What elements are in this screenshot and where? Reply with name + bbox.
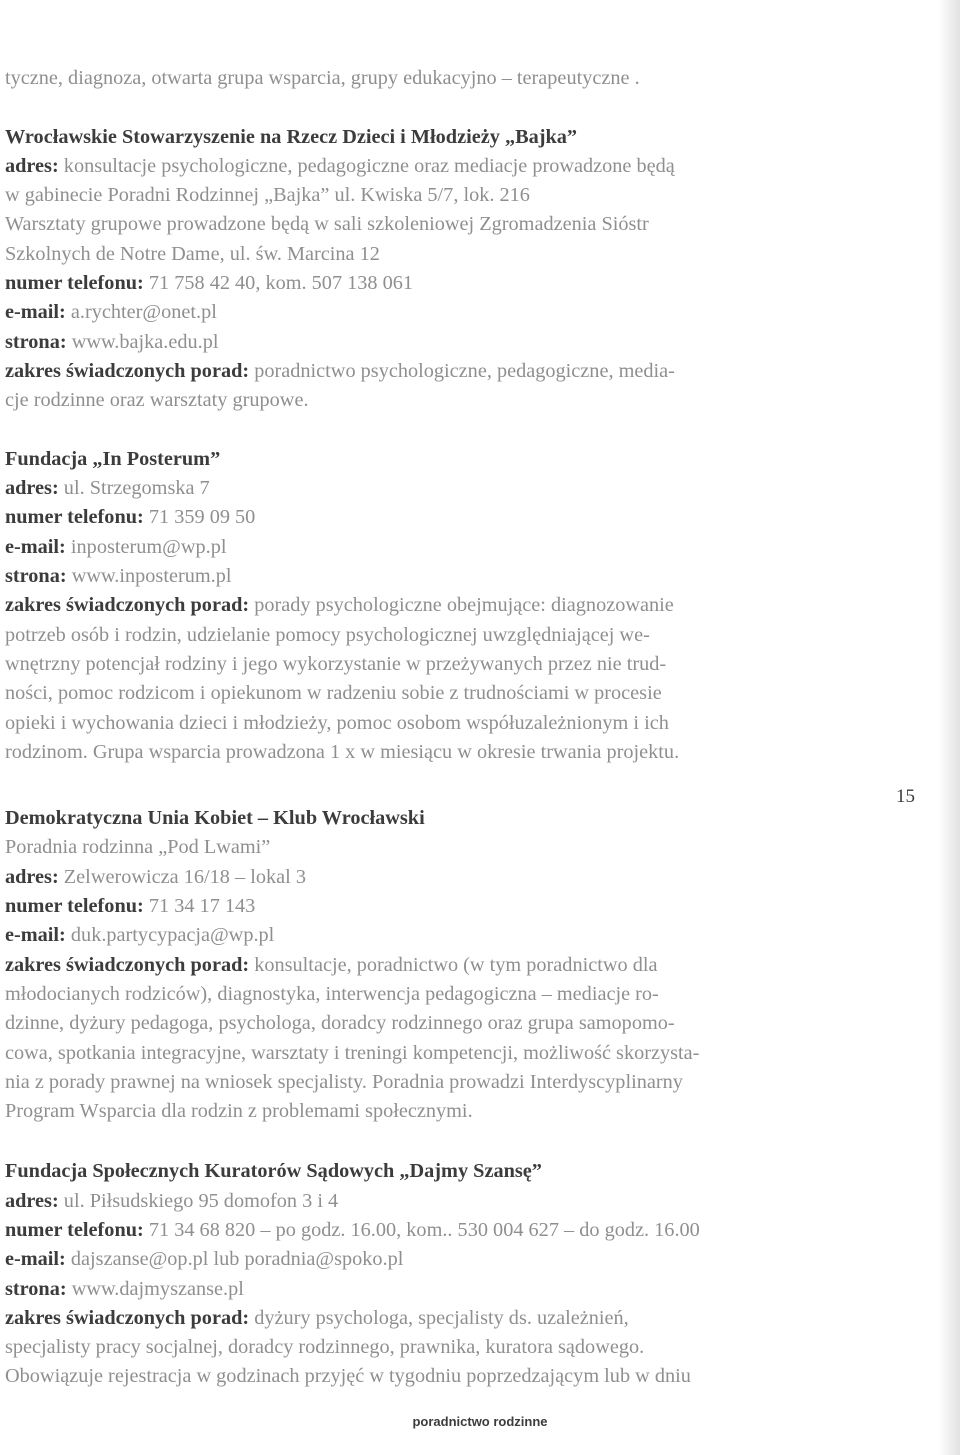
zakres-value: opieki i wychowania dzieci i młodzieży, pomoc osobom współuzależnionym i ich — [5, 711, 669, 734]
zakres-value: porady psychologiczne obejmujące: diagnozowanie — [254, 594, 674, 617]
page-number: 15 — [896, 786, 915, 807]
zakres-value: poradnictwo psychologiczne, pedagogiczne, media- — [254, 359, 675, 382]
document-body — [5, 64, 875, 1392]
telefon-value: 71 758 42 40, kom. 507 138 061 — [148, 272, 414, 295]
entry-title: Wrocławskie Stowarzyszenie na Rzecz Dzieci i Młodzieży „Bajka” — [5, 125, 578, 148]
page-footer: poradnictwo rodzinne — [412, 1414, 548, 1429]
zakres-value: konsultacje, poradnictwo (w tym poradnictwo dla — [254, 953, 658, 976]
entry-title: Demokratyczna Unia Kobiet – Klub Wrocławski — [5, 807, 425, 830]
label-email: e-mail: — [5, 301, 66, 324]
label-email: e-mail: — [5, 535, 66, 558]
entry-subtitle: Poradnia rodzinna „Pod Lwami” — [5, 836, 271, 859]
zakres-value: specjalisty pracy socjalnej, doradcy rodzinnego, prawnika, kuratora sądowego. — [5, 1336, 645, 1359]
zakres-value: wnętrzny potencjał rodziny i jego wykorzystanie w przeżywanych przez nie trud- — [5, 652, 667, 675]
entry-bajka — [5, 123, 875, 416]
website-link[interactable]: www.dajmyszanse.pl — [71, 1277, 244, 1300]
website-link[interactable]: www.bajka.edu.pl — [71, 330, 219, 353]
email-link[interactable]: dajszanse@op.pl lub poradnia@spoko.pl — [70, 1248, 404, 1271]
telefon-value: 71 359 09 50 — [148, 506, 256, 529]
adres-value: w gabinecie Poradni Rodzinnej „Bajka” ul. Kwiska 5/7, lok. 216 — [5, 184, 530, 207]
website-link[interactable]: www.inposterum.pl — [71, 565, 232, 588]
entry-title: Fundacja Społecznych Kuratorów Sądowych „Dajmy Szansę” — [5, 1160, 542, 1183]
label-email: e-mail: — [5, 1248, 66, 1271]
zakres-value: dyżury psychologa, specjalisty ds. uzależnień, — [254, 1306, 629, 1329]
email-link[interactable]: duk.partycypacja@wp.pl — [70, 924, 275, 947]
label-zakres: zakres świadczonych porad: — [5, 953, 250, 976]
zakres-value: Program Wsparcia dla rodzin z problemami społecznymi. — [5, 1100, 473, 1123]
entry-dajmy-szanse — [5, 1157, 875, 1391]
adres-value: Szkolnych de Notre Dame, ul. św. Marcina 12 — [5, 242, 380, 265]
label-strona: strona: — [5, 565, 67, 588]
intro-line: tyczne, diagnoza, otwarta grupa wsparcia, grupy edukacyjno – terapeutyczne . — [5, 67, 640, 89]
label-adres: adres: — [5, 865, 59, 888]
adres-value: ul. Strzegomska 7 — [63, 477, 210, 500]
label-email: e-mail: — [5, 924, 66, 947]
adres-value: ul. Piłsudskiego 95 domofon 3 i 4 — [63, 1189, 339, 1212]
zakres-value: młodocianych rodziców), diagnostyka, interwencja pedagogiczna – mediacje ro- — [5, 982, 659, 1005]
label-zakres: zakres świadczonych porad: — [5, 594, 250, 617]
email-link[interactable]: inposterum@wp.pl — [70, 535, 227, 558]
zakres-value: cowa, spotkania integracyjne, warsztaty i treningi kompetencji, możliwość skorzysta- — [5, 1041, 700, 1064]
label-zakres: zakres świadczonych porad: — [5, 359, 250, 382]
telefon-value: 71 34 17 143 — [148, 895, 256, 918]
label-strona: strona: — [5, 330, 67, 353]
zakres-value: nia z porady prawnej na wniosek specjalisty. Poradnia prowadzi Interdyscyplinarny — [5, 1070, 683, 1093]
label-telefon: numer telefonu: — [5, 1218, 144, 1241]
label-telefon: numer telefonu: — [5, 272, 144, 295]
label-zakres: zakres świadczonych porad: — [5, 1306, 250, 1329]
label-adres: adres: — [5, 1189, 59, 1212]
zakres-value: rodzinom. Grupa wsparcia prowadzona 1 x w miesiącu w okresie trwania projektu. — [5, 740, 680, 763]
adres-value: konsultacje psychologiczne, pedagogiczne oraz mediacje prowadzone będą — [63, 154, 675, 177]
zakres-value: ności, pomoc rodzicom i opiekunom w radzeniu sobie z trudnościami w procesie — [5, 682, 662, 705]
entry-in-posterum — [5, 445, 875, 767]
adres-value: Zelwerowicza 16/18 – lokal 3 — [63, 865, 306, 888]
zakres-value: Obowiązuje rejestracja w godzinach przyjęć w tygodniu poprzedzającym lub w dniu — [5, 1365, 691, 1388]
label-strona: strona: — [5, 1277, 67, 1300]
page-edge-shadow — [938, 0, 960, 1455]
telefon-value: 71 34 68 820 – po godz. 16.00, kom.. 530 004 627 – do godz. 16.00 — [148, 1218, 700, 1241]
zakres-value: potrzeb osób i rodzin, udzielanie pomocy psychologicznej uwzględniającej we- — [5, 623, 650, 646]
email-link[interactable]: a.rychter@onet.pl — [70, 301, 217, 324]
label-adres: adres: — [5, 477, 59, 500]
zakres-value: dzinne, dyżury pedagoga, psychologa, doradcy rodzinnego oraz grupa samopomo- — [5, 1012, 675, 1035]
entry-duk — [5, 804, 875, 1126]
entry-title: Fundacja „In Posterum” — [5, 447, 221, 470]
label-telefon: numer telefonu: — [5, 506, 144, 529]
label-adres: adres: — [5, 154, 59, 177]
label-telefon: numer telefonu: — [5, 895, 144, 918]
zakres-value: cje rodzinne oraz warsztaty grupowe. — [5, 389, 309, 412]
adres-value: Warsztaty grupowe prowadzone będą w sali szkoleniowej Zgromadzenia Sióstr — [5, 213, 649, 236]
